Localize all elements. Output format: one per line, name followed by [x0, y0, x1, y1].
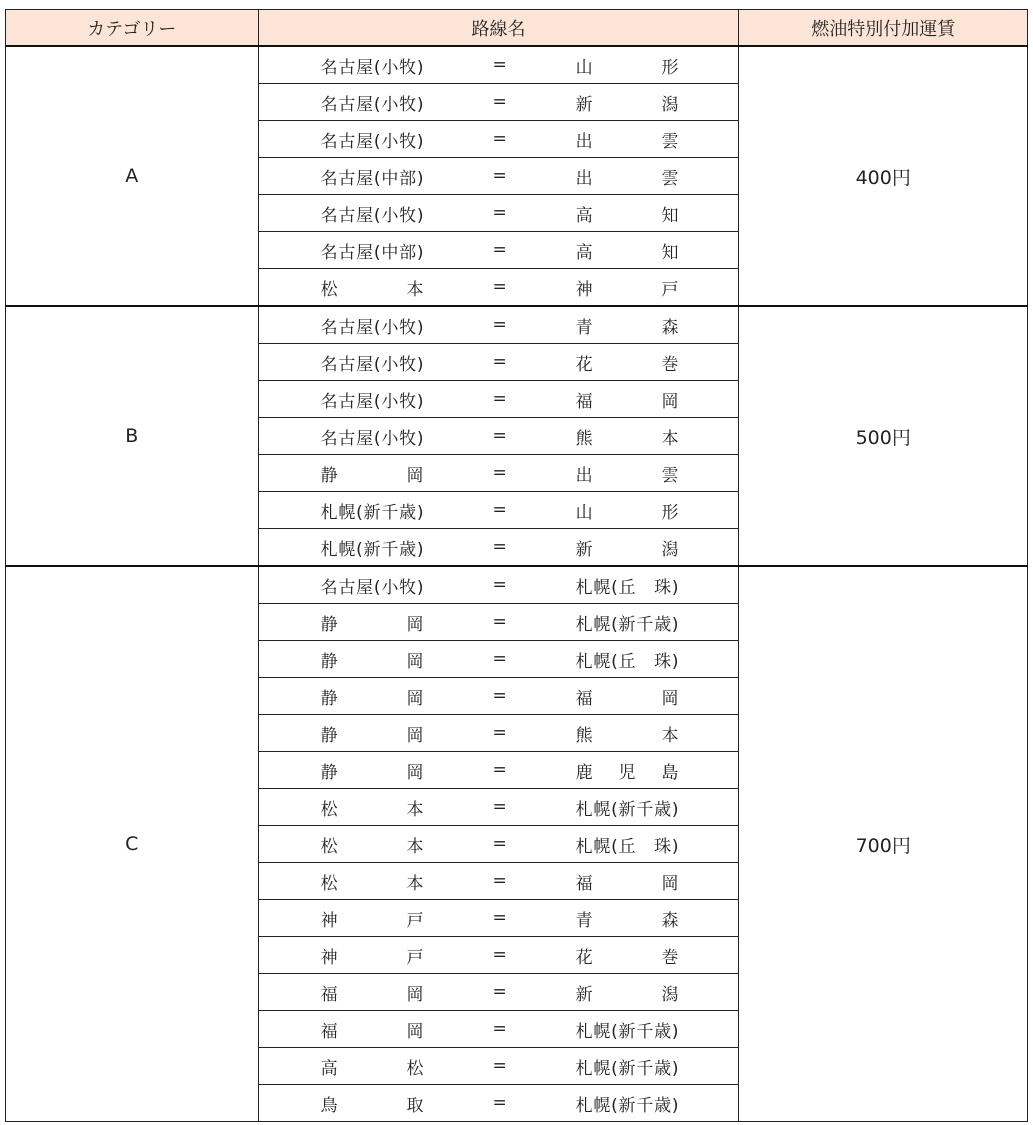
route-cell	[258, 344, 739, 381]
category-cell: C	[6, 566, 259, 1122]
route-cell	[258, 121, 739, 158]
route-separator: =	[492, 240, 507, 260]
header-fee: 燃油特別付加運賃	[739, 10, 1028, 47]
route	[259, 684, 739, 709]
route-separator: =	[492, 612, 507, 632]
route-separator: =	[492, 463, 507, 483]
route-cell	[258, 46, 739, 84]
destination-airport: 神戸	[575, 279, 679, 300]
route	[259, 313, 739, 338]
route-cell	[258, 715, 739, 752]
fee-cell: 400円	[739, 46, 1028, 306]
route-cell	[258, 158, 739, 195]
origin-airport: 札幌(新千歳)	[320, 539, 424, 560]
origin-airport: 名古屋(小牧)	[320, 428, 424, 449]
route	[259, 461, 739, 486]
route-separator: =	[492, 203, 507, 223]
destination-airport: 札幌(丘 珠)	[575, 651, 679, 672]
route	[259, 164, 739, 189]
destination-airport: 熊本	[575, 725, 679, 746]
route-separator: =	[492, 315, 507, 335]
route-cell	[258, 826, 739, 863]
route-cell	[258, 306, 739, 344]
destination-airport: 新潟	[575, 539, 679, 560]
route	[259, 1054, 739, 1079]
route	[259, 795, 739, 820]
header-category: カテゴリー	[6, 10, 259, 47]
route	[259, 869, 739, 894]
fee-cell: 500円	[739, 306, 1028, 566]
origin-airport: 松本	[320, 873, 424, 894]
destination-airport: 高知	[575, 242, 679, 263]
destination-airport: 札幌(丘 珠)	[575, 577, 679, 598]
route	[259, 238, 739, 263]
route-cell	[258, 900, 739, 937]
destination-airport: 高知	[575, 205, 679, 226]
header-route: 路線名	[258, 10, 739, 47]
route-cell	[258, 974, 739, 1011]
route-separator: =	[492, 1093, 507, 1113]
destination-airport: 熊本	[575, 428, 679, 449]
destination-airport: 札幌(新千歳)	[575, 1058, 679, 1079]
destination-airport: 札幌(新千歳)	[575, 1095, 679, 1116]
route-cell	[258, 269, 739, 307]
route	[259, 424, 739, 449]
route	[259, 573, 739, 598]
route-separator: =	[492, 908, 507, 928]
origin-airport: 静岡	[320, 688, 424, 709]
route-cell	[258, 641, 739, 678]
route-separator: =	[492, 649, 507, 669]
route-separator: =	[492, 834, 507, 854]
table-row	[6, 46, 1028, 84]
route	[259, 498, 739, 523]
route-separator: =	[492, 575, 507, 595]
origin-airport: 名古屋(小牧)	[320, 317, 424, 338]
destination-airport: 出雲	[575, 465, 679, 486]
route-cell	[258, 604, 739, 641]
origin-airport: 静岡	[320, 762, 424, 783]
route-separator: =	[492, 352, 507, 372]
destination-airport: 山形	[575, 57, 679, 78]
origin-airport: 神戸	[320, 947, 424, 968]
route-cell	[258, 566, 739, 604]
route-separator: =	[492, 1019, 507, 1039]
header-row	[6, 10, 1028, 47]
origin-airport: 名古屋(小牧)	[320, 354, 424, 375]
route	[259, 535, 739, 560]
destination-airport: 新潟	[575, 984, 679, 1005]
fuel-surcharge-table	[5, 9, 1028, 1122]
destination-airport: 札幌(丘 珠)	[575, 836, 679, 857]
destination-airport: 福岡	[575, 873, 679, 894]
route-cell	[258, 381, 739, 418]
route	[259, 1017, 739, 1042]
origin-airport: 静岡	[320, 725, 424, 746]
destination-airport: 山形	[575, 502, 679, 523]
route-separator: =	[492, 500, 507, 520]
origin-airport: 名古屋(小牧)	[320, 205, 424, 226]
destination-airport: 花巻	[575, 354, 679, 375]
category-cell: B	[6, 306, 259, 566]
destination-airport: 出雲	[575, 131, 679, 152]
route-separator: =	[492, 723, 507, 743]
route-separator: =	[492, 166, 507, 186]
origin-airport: 名古屋(小牧)	[320, 94, 424, 115]
table-body	[6, 46, 1028, 1122]
destination-airport: 札幌(新千歳)	[575, 614, 679, 635]
origin-airport: 福岡	[320, 1021, 424, 1042]
origin-airport: 名古屋(小牧)	[320, 57, 424, 78]
route-cell	[258, 492, 739, 529]
route	[259, 980, 739, 1005]
route-cell	[258, 529, 739, 567]
fee-cell: 700円	[739, 566, 1028, 1122]
route-cell	[258, 789, 739, 826]
route-separator: =	[492, 982, 507, 1002]
route	[259, 906, 739, 931]
route-cell	[258, 1085, 739, 1122]
origin-airport: 名古屋(小牧)	[320, 577, 424, 598]
route-cell	[258, 678, 739, 715]
route	[259, 387, 739, 412]
destination-airport: 出雲	[575, 168, 679, 189]
origin-airport: 静岡	[320, 651, 424, 672]
route-separator: =	[492, 871, 507, 891]
destination-airport: 青森	[575, 910, 679, 931]
origin-airport: 名古屋(中部)	[320, 168, 424, 189]
destination-airport: 福岡	[575, 688, 679, 709]
table-row	[6, 306, 1028, 344]
destination-airport: 福岡	[575, 391, 679, 412]
route-cell	[258, 84, 739, 121]
route	[259, 1091, 739, 1116]
route-cell	[258, 1048, 739, 1085]
table-row	[6, 566, 1028, 604]
route-cell	[258, 752, 739, 789]
origin-airport: 鳥取	[320, 1095, 424, 1116]
origin-airport: 静岡	[320, 465, 424, 486]
origin-airport: 高松	[320, 1058, 424, 1079]
destination-airport: 札幌(新千歳)	[575, 799, 679, 820]
origin-airport: 神戸	[320, 910, 424, 931]
route	[259, 721, 739, 746]
origin-airport: 札幌(新千歳)	[320, 502, 424, 523]
origin-airport: 松本	[320, 836, 424, 857]
origin-airport: 松本	[320, 279, 424, 300]
route	[259, 943, 739, 968]
route-separator: =	[492, 55, 507, 75]
route-separator: =	[492, 686, 507, 706]
destination-airport: 新潟	[575, 94, 679, 115]
route	[259, 90, 739, 115]
origin-airport: 名古屋(小牧)	[320, 391, 424, 412]
route-separator: =	[492, 92, 507, 112]
route-cell	[258, 937, 739, 974]
route	[259, 350, 739, 375]
route-separator: =	[492, 277, 507, 297]
route-cell	[258, 232, 739, 269]
origin-airport: 静岡	[320, 614, 424, 635]
origin-airport: 名古屋(小牧)	[320, 131, 424, 152]
route-cell	[258, 418, 739, 455]
route	[259, 647, 739, 672]
origin-airport: 福岡	[320, 984, 424, 1005]
route-separator: =	[492, 537, 507, 557]
route-separator: =	[492, 389, 507, 409]
route-separator: =	[492, 797, 507, 817]
destination-airport: 青森	[575, 317, 679, 338]
route-separator: =	[492, 426, 507, 446]
route-cell	[258, 455, 739, 492]
origin-airport: 名古屋(中部)	[320, 242, 424, 263]
route-separator: =	[492, 760, 507, 780]
destination-airport: 札幌(新千歳)	[575, 1021, 679, 1042]
route-separator: =	[492, 129, 507, 149]
category-cell: A	[6, 46, 259, 306]
route-cell	[258, 1011, 739, 1048]
route	[259, 53, 739, 78]
route-separator: =	[492, 1056, 507, 1076]
route	[259, 275, 739, 300]
route-separator: =	[492, 945, 507, 965]
origin-airport: 松本	[320, 799, 424, 820]
route	[259, 758, 739, 783]
route-cell	[258, 195, 739, 232]
route	[259, 832, 739, 857]
route-cell	[258, 863, 739, 900]
destination-airport: 鹿児島	[575, 762, 679, 783]
route	[259, 610, 739, 635]
destination-airport: 花巻	[575, 947, 679, 968]
route	[259, 201, 739, 226]
route	[259, 127, 739, 152]
